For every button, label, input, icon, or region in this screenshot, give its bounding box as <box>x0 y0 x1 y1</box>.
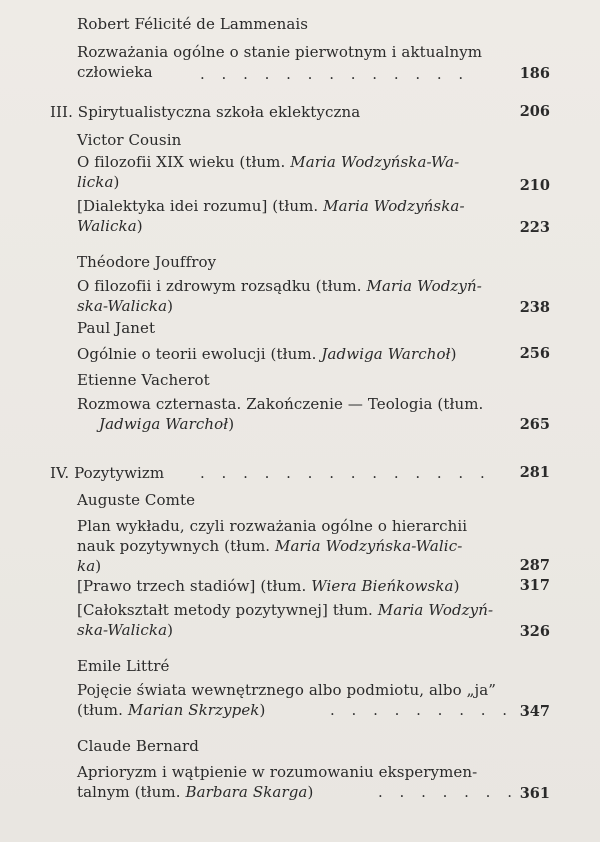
author-vacherot: Etienne Vacherot <box>77 371 210 389</box>
toc-entry-littre-pojecie: Pojęcie świata wewnętrznego albo podmiotu, albo „ja” (tłum. Marian Skrzypek) <box>77 681 497 719</box>
page-number: 186 <box>519 65 550 82</box>
toc-entry-comte-prawo: [Prawo trzech stadiów] (tłum. Wiera Bieńkowska) <box>77 577 460 595</box>
page-number: 317 <box>519 577 550 594</box>
section-heading-iv: IV. Pozytywizm <box>50 464 165 482</box>
author-bernard: Claude Bernard <box>77 737 199 755</box>
page-number: 281 <box>519 464 550 481</box>
toc-entry-cousin-dialektyka: [Dialektyka idei rozumu] (tłum. Maria Wodzyńska- Walicka) <box>77 197 465 235</box>
page-number: 206 <box>519 103 550 120</box>
page-number: 210 <box>519 177 550 194</box>
author-janet: Paul Janet <box>77 319 156 337</box>
leader-dots: . . . . . . . . . . . . . <box>200 65 470 83</box>
page-number: 347 <box>519 703 550 720</box>
page-number: 238 <box>519 299 550 316</box>
toc-entry-janet-ewolucja: Ogólnie o teorii ewolucji (tłum. Jadwiga Warchoł) <box>77 345 457 363</box>
toc-entry-cousin-filozofia: O filozofii XIX wieku (tłum. Maria Wodzyńska-Wa- licka) <box>77 153 460 191</box>
author-littre: Emile Littré <box>77 657 170 675</box>
toc-entry-jouffroy-filozofia: O filozofii i zdrowym rozsądku (tłum. Maria Wodzyń- ska-Walicka) <box>77 277 482 315</box>
leader-dots: . . . . . . . . . <box>330 701 514 719</box>
page-number: 223 <box>519 219 550 236</box>
page-number: 287 <box>519 557 550 574</box>
toc-entry-vacherot-rozmowa: Rozmowa czternasta. Zakończenie — Teologia (tłum. Jadwiga Warchoł) <box>77 395 484 433</box>
page-number: 361 <box>519 785 550 802</box>
toc-entry-comte-metoda: [Całokształt metody pozytywnej] tłum. Maria Wodzyń- ska-Walicka) <box>77 601 494 639</box>
author-cousin: Victor Cousin <box>77 131 182 149</box>
author-comte: Auguste Comte <box>77 491 196 509</box>
toc-entry-comte-plan: Plan wykładu, czyli rozważania ogólne o hierarchii nauk pozytywnych (tłum. Maria Wodzyńska-Walic- ka) <box>77 517 468 575</box>
section-heading-iii: III. Spirytualistyczna szkoła eklektyczna <box>50 103 361 121</box>
toc-entry-bernard-aprioryzm: Aprioryzm i wątpienie w rozumowaniu eksperymen- talnym (tłum. Barbara Skarga) <box>77 763 478 801</box>
page-number: 265 <box>519 416 550 433</box>
author-lammenais: Robert Félicité de Lammenais <box>77 15 309 33</box>
page-number: 256 <box>519 345 550 362</box>
leader-dots: . . . . . . . <box>378 783 518 801</box>
author-jouffroy: Théodore Jouffroy <box>77 253 217 271</box>
leader-dots: . . . . . . . . . . . . . . <box>200 464 491 482</box>
toc-entry-lammenais-rozwazania: Rozważania ogólne o stanie pierwotnym i aktualnym człowieka <box>77 43 483 81</box>
page-number: 326 <box>519 623 550 640</box>
